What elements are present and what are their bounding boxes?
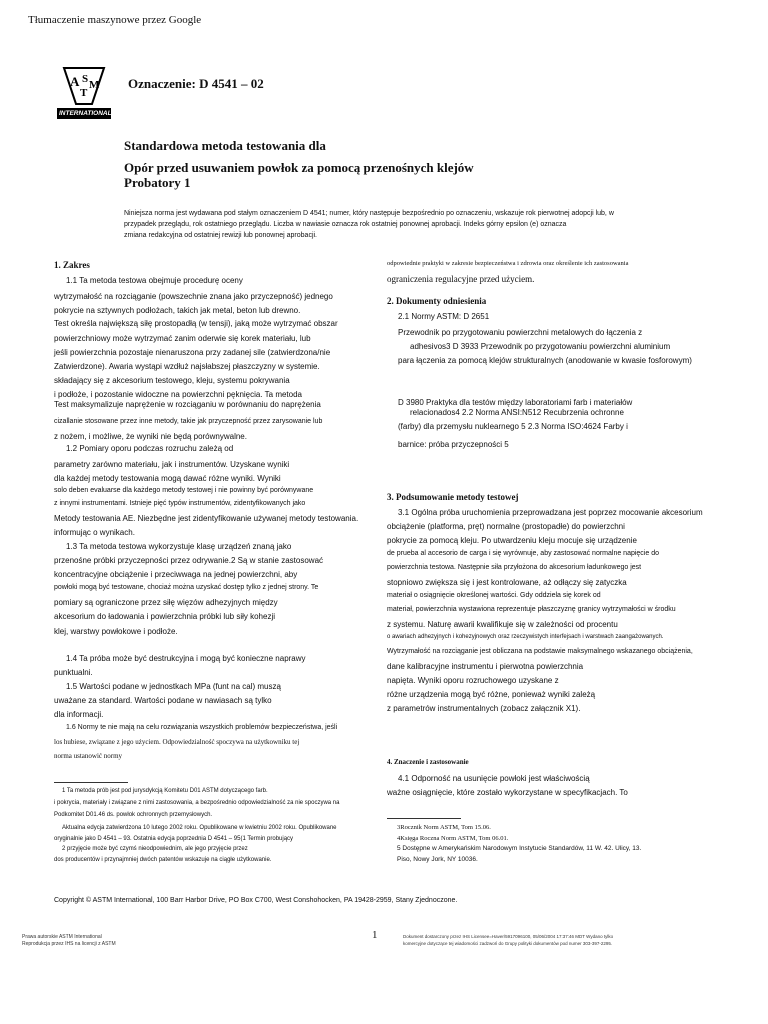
- section-1-line: 1.4 Ta próba może być destrukcyjna i mogą być konieczne naprawy: [66, 654, 306, 663]
- section-2-line: adhesivos3 D 3933 Przewodnik po przygotowaniu powierzchni aluminium: [410, 342, 671, 351]
- section-1-line: klej, warstwy powłokowe i podłoże.: [54, 627, 178, 636]
- section-1-line: pomiary są ograniczone przez siłę więzów adhezyjnych między: [54, 598, 278, 607]
- section-1-line: 1.3 Ta metoda testowa wykorzystuje klasę urządzeń znaną jako: [66, 542, 292, 551]
- section-1-line: dla każdej metody testowania mogą dawać różne wyniki. Wyniki: [54, 474, 281, 483]
- intro-line: Niniejsza norma jest wydawana pod stałym oznaczeniem D 4541; numer, który następuje bezpośrednio po oznaczeniu, wskazuje rok pierwotnej adopcji lub, w: [124, 210, 614, 217]
- section-3-line: napięta. Wyniki oporu rozruchowego uzyskane z: [387, 676, 559, 685]
- footnote-line: 1 Ta metoda prób jest pod jurysdykcją Komitetu D01 ASTM dotyczącego farb.: [62, 788, 268, 794]
- svg-text:T: T: [80, 87, 88, 99]
- section-3-line: pokrycie za pomocą kleju. Po utwardzeniu kleju mocuje się urządzenie: [387, 536, 637, 545]
- section-1-line: norma ustanowić normy: [54, 752, 123, 760]
- footnote-line: oryginalnie jako D 4541 – 93. Ostatnia edycja poprzednia D 4541 – 95(1 Termin probujący: [54, 836, 294, 842]
- section-1-line: solo deben evaluarse dla każdego metody testowej i nie powinny być porównywane: [54, 487, 314, 494]
- section-1-line: jeśli powierzchnia pozostaje nienaruszona przy zadanej sile (zatwierdzona/nie: [54, 348, 331, 357]
- safety-line: ograniczenia regulacyjne przed użyciem.: [387, 274, 535, 284]
- section-3-heading: 3. Podsumowanie metody testowej: [387, 492, 519, 502]
- section-3-line: z systemu. Naturę awarii kwalifikuje się w zależności od procentu: [387, 620, 618, 629]
- section-1-line: los hubiese, związane z jego użyciem. Odpowiedzialność spoczywa na użytkowniku tej: [54, 738, 300, 746]
- intro-line: przypadek przeglądu, rok ostatniego przeglądu. Liczba w nawiasie oznacza rok ostatniej ponownej aprobacji. Indeks górny epsilon (e) oznacza: [124, 221, 567, 228]
- section-3-line: materiał o osiągnięcie określonej wartości. Gdy oddziela się korek od: [387, 592, 601, 599]
- astm-logo: [56, 64, 112, 122]
- section-3-line: stopniowo zwiększa się i jest kontrolowane, aż odłączy się zatyczka: [387, 578, 627, 587]
- section-2-heading: 2. Dokumenty odniesienia: [387, 296, 487, 306]
- section-1-line: przenośne próbki przyczepności przez odrywanie.2 Są w stanie zastosować: [54, 556, 324, 565]
- section-3-line: powierzchnia testowa. Następnie siła przyłożona do akcesorium ładunkowego jest: [387, 564, 642, 571]
- footnote-line: 5 Dostępne w Amerykańskim Narodowym Instytucie Standardów, 11 W. 42. Ulicy, 13.: [397, 845, 642, 852]
- section-3-line: o awariach adhezyjnych i kohezyjnowych oraz rzeczywistych interfejsach i warstwach zaangażowanych.: [387, 634, 664, 640]
- page-number: 1: [372, 929, 378, 941]
- section-1-line: powierzchniowy może wytrzymać zanim oderwie się korek materiału, lub: [54, 334, 311, 343]
- section-1-line: z nożem, i możliwe, że wyniki nie będą porównywalne.: [54, 432, 247, 441]
- footnote-line: dos producentów i przynajmniej dwóch patentów wskazuje na ciągłe użytkowanie.: [54, 857, 272, 863]
- section-3-line: 3.1 Ogólna próba uruchomienia przeprowadzana jest poprzez mocowanie akcesorium: [398, 508, 703, 517]
- footnote-line: i pokrycia, materiały i związane z nimi zastosowania, a bezpośrednio odpowiedzialność za nie spoczywa na: [54, 800, 340, 806]
- section-2-line: D 3980 Praktyka dla testów między laboratoriami farb i materiałów: [398, 398, 633, 407]
- section-4-heading: 4. Znaczenie i zastosowanie: [387, 758, 469, 766]
- title-line-3: Probatory 1: [124, 175, 191, 190]
- section-1-line: i podłoże, i pozostanie widoczne na powierzchni pęknięcia. Ta metoda: [54, 390, 303, 399]
- section-1-line: akcesorium do ładowania i powierzchnia próbki lub siły kohezji: [54, 612, 275, 621]
- footnote-line: 3Rocznik Norm ASTM, Tom 15.06.: [397, 824, 491, 831]
- footnote-line: 4Księga Roczna Norm ASTM, Tom 06.01.: [397, 835, 509, 842]
- footnote-line: Piso, Nowy Jork, NY 10036.: [397, 856, 478, 863]
- section-1-line: punktualni.: [54, 668, 93, 677]
- section-2-line: (farby) dla przemysłu nuklearnego 5 2.3 Norma ISO:4624 Farby i: [398, 422, 628, 431]
- section-2-line: para łączenia za pomocą klejów strukturalnych (anodowanie w kwasie fosforowym): [398, 356, 692, 365]
- section-1-line: informując o wynikach.: [54, 528, 135, 537]
- section-1-line: powłoki mogą być testowane, chociaż można uzyskać dostęp tylko z jednej strony. Te: [54, 584, 319, 591]
- section-1-heading: 1. Zakres: [54, 260, 90, 270]
- title-line-2: Opór przed usuwaniem powłok za pomocą przenośnych klejów: [124, 160, 474, 175]
- svg-text:S: S: [82, 73, 89, 85]
- designation: Oznaczenie: D 4541 – 02: [128, 76, 264, 91]
- section-1-line: 1.5 Wartości podane w jednostkach MPa (funt na cal) muszą: [66, 682, 281, 691]
- section-1-line: Zatwierdzone). Awaria wystąpi wzdłuż najsłabszej płaszczyzny w systemie.: [54, 362, 320, 371]
- section-3-line: dane kalibracyjne instrumentu i pierwotna powierzchnia: [387, 662, 584, 671]
- intro-line: zmiana redakcyjna od ostatniej rewizji lub ponownej aprobacji.: [124, 232, 317, 239]
- section-1-line: parametry zarówno materiału, jak i instrumentów. Uzyskane wyniki: [54, 460, 290, 469]
- section-2-line: Przewodnik po przygotowaniu powierzchni metalowych do łączenia z: [398, 328, 643, 337]
- section-1-line: Test określa największą siłę prostopadłą (w tensji), jaką może wytrzymać obszar: [54, 319, 338, 328]
- section-4-line: ważne osiągnięcie, które zostało wykorzystane w specyfikacjach. To: [387, 788, 628, 797]
- section-1-line: wytrzymałość na rozciąganie (powszechnie znana jako przyczepność) jednego: [54, 292, 333, 301]
- footnote-divider-left: [54, 782, 128, 783]
- section-4-line: 4.1 Odporność na usunięcie powłoki jest właściwością: [398, 774, 590, 783]
- section-3-line: z parametrów instrumentalnych (zobacz załącznik X1).: [387, 704, 581, 713]
- section-1-line: składający się z akcesorium testowego, kleju, systemu pokrywania: [54, 376, 290, 385]
- svg-text:M: M: [89, 79, 100, 91]
- section-3-line: różne urządzenia mogą być różne, ponieważ wyniki zależą: [387, 690, 596, 699]
- section-1-line: z innymi instrumentami. Istnieje pięć typów instrumentów, zidentyfikowanych jako: [54, 500, 306, 507]
- footer-left-1: Prawa autorskie ASTM International: [22, 934, 102, 940]
- section-1-line: pokrycie na sztywnych podłożach, takich jak metal, beton lub drewno.: [54, 306, 301, 315]
- footer-right-2: komercyjne dotyczące tej wiadomości zadzwoń do Grupy polityki dokumentów pod numer 303-397-2295.: [403, 941, 613, 946]
- safety-line: odpowiednie praktyki w zakresie bezpieczeństwa i zdrowia oraz określenie ich zastosowania: [387, 260, 629, 267]
- svg-text:A: A: [70, 74, 80, 89]
- footnote-line: 2 przyjęcie może być czymś nieodpowiednim, ale jego przyjęcie przez: [62, 846, 248, 852]
- section-3-line: de prueba al accesorio de carga i się wyrównuje, aby zastosować normalne napięcie do: [387, 550, 659, 557]
- copyright-line: Copyright © ASTM International, 100 Barr Harbor Drive, PO Box C700, West Conshohocken, PA 19428-2959, Stany Zjednoczone.: [54, 897, 458, 904]
- section-3-line: Wytrzymałość na rozciąganie jest obliczana na podstawie maksymalnego wskazanego obciążenia,: [387, 648, 693, 655]
- section-1-line: 1.6 Normy te nie mają na celu rozwiązania wszystkich problemów bezpieczeństwa, jeśli: [66, 724, 338, 731]
- section-1-line: cizallanie stosowane przez inne metody, takie jak przyczepność przez zarysowanie lub: [54, 418, 323, 425]
- footnote-line: Podkomitet D01.46 ds. powłok ochronnych przemysłowych.: [54, 812, 213, 818]
- title-line-1: Standardowa metoda testowania dla: [124, 138, 326, 153]
- section-1-line: Metody testowania AE. Niezbędne jest zidentyfikowanie używanej metody testowania.: [54, 514, 359, 523]
- section-1-line: 1.1 Ta metoda testowa obejmuje procedurę oceny: [66, 276, 243, 285]
- section-3-line: materiał, powierzchnia wystawiona reprezentuje płaszczyznę granicy wytrzymałości w środku: [387, 606, 676, 613]
- section-2-line: barnice: próba przyczepności 5: [398, 440, 509, 449]
- section-1-line: uważane za standard. Wartości podane w nawiasach są tylko: [54, 696, 272, 705]
- section-1-line: Test maksymalizuje naprężenie w rozciąganiu w porównaniu do naprężenia: [54, 400, 321, 409]
- section-1-line: koncentracyjne obciążenie i przeciwwaga na jednej powierzchni, aby: [54, 570, 298, 579]
- section-1-line: 1.2 Pomiary oporu podczas rozruchu zależą od: [66, 444, 234, 453]
- footnote-divider-right: [387, 818, 461, 819]
- footer-left-2: Reprodukcja przez IHS na licencji z ASTM: [22, 941, 116, 947]
- machine-translation-label: Tłumaczenie maszynowe przez Google: [28, 14, 202, 26]
- section-1-line: dla informacji.: [54, 710, 104, 719]
- section-2-line: 2.1 Normy ASTM: D 2651: [398, 312, 490, 321]
- footer-right-1: Dokument dostarczony przez IHS Licensee=Haver/5917096100, 05/06/2004 17:37:46 MDT Wydano tylko: [403, 934, 614, 939]
- footnote-line: Aktualna edycja zatwierdzona 10 lutego 2002 roku. Opublikowane w kwietniu 2002 roku. Opublikowane: [62, 825, 337, 831]
- section-3-line: obciążenie (platforma, pręt) normalne (prostopadłe) do powierzchni: [387, 522, 625, 531]
- section-2-line: relacionados4 2.2 Norma ANSI:N512 Recubrzenia ochronne: [410, 408, 624, 417]
- logo-international: INTERNATIONAL: [59, 110, 112, 117]
